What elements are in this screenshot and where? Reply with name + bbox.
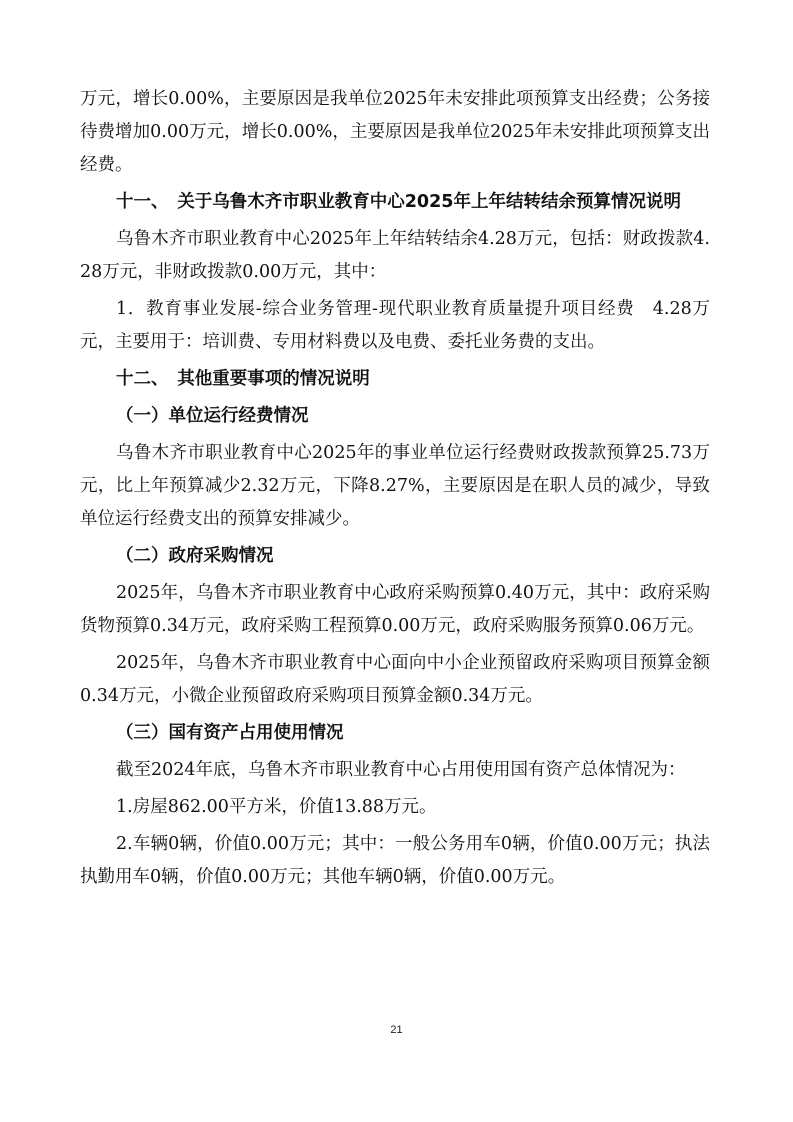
paragraph-assets-vehicles: 2.车辆0辆，价值0.00万元；其中：一般公务用车0辆，价值0.00万元；执法执勤用车0辆，价值0.00万元；其他车辆0辆，价值0.00万元。 — [80, 834, 710, 887]
paragraph-procurement-sme: 2025年，乌鲁木齐市职业教育中心面向中小企业预留政府采购项目预算金额0.34万元，小微企业预留政府采购项目预算金额0.34万元。 — [80, 653, 710, 706]
paragraph-carryover-item-1: 1．教育事业发展-综合业务管理-现代职业教育质量提升项目经费 4.28万元，主要用于：培训费、专用材料费以及电费、委托业务费的支出。 — [80, 299, 710, 352]
subheading-procurement: （二）政府采购情况 — [116, 546, 274, 566]
page-body — [80, 83, 710, 898]
paragraph-assets-overview: 截至2024年底，乌鲁木齐市职业教育中心占用使用国有资产总体情况为： — [116, 760, 686, 780]
paragraph-operating-funds: 乌鲁木齐市职业教育中心2025年的事业单位运行经费财政拨款预算25.73万元，比上年预算减少2.32万元，下降8.27%，主要原因是在职人员的减少，导致单位运行经费支出的预算安排减少。 — [80, 443, 710, 529]
paragraph-carryover-summary: 乌鲁木齐市职业教育中心2025年上年结转结余4.28万元，包括：财政拨款4.28万元，非财政拨款0.00万元，其中： — [80, 229, 710, 282]
paragraph-procurement-budget: 2025年，乌鲁木齐市职业教育中心政府采购预算0.40万元，其中：政府采购货物预算0.34万元，政府采购工程预算0.00万元，政府采购服务预算0.06万元。 — [80, 583, 710, 636]
section-heading-eleven: 十一、 关于乌鲁木齐市职业教育中心2025年上年结转结余预算情况说明 — [116, 192, 681, 212]
paragraph-assets-housing: 1.房屋862.00平方米，价值13.88万元。 — [116, 797, 437, 817]
section-heading-twelve: 十二、 其他重要事项的情况说明 — [116, 369, 370, 389]
subheading-state-assets: （三）国有资产占用使用情况 — [116, 723, 344, 743]
subheading-operating-funds: （一）单位运行经费情况 — [116, 406, 309, 426]
page-number: 21 — [390, 1024, 403, 1036]
paragraph-continuation: 万元，增长0.00%，主要原因是我单位2025年未安排此项预算支出经费；公务接待费增加0.00万元，增长0.00%，主要原因是我单位2025年未安排此项预算支出经费。 — [80, 89, 710, 175]
